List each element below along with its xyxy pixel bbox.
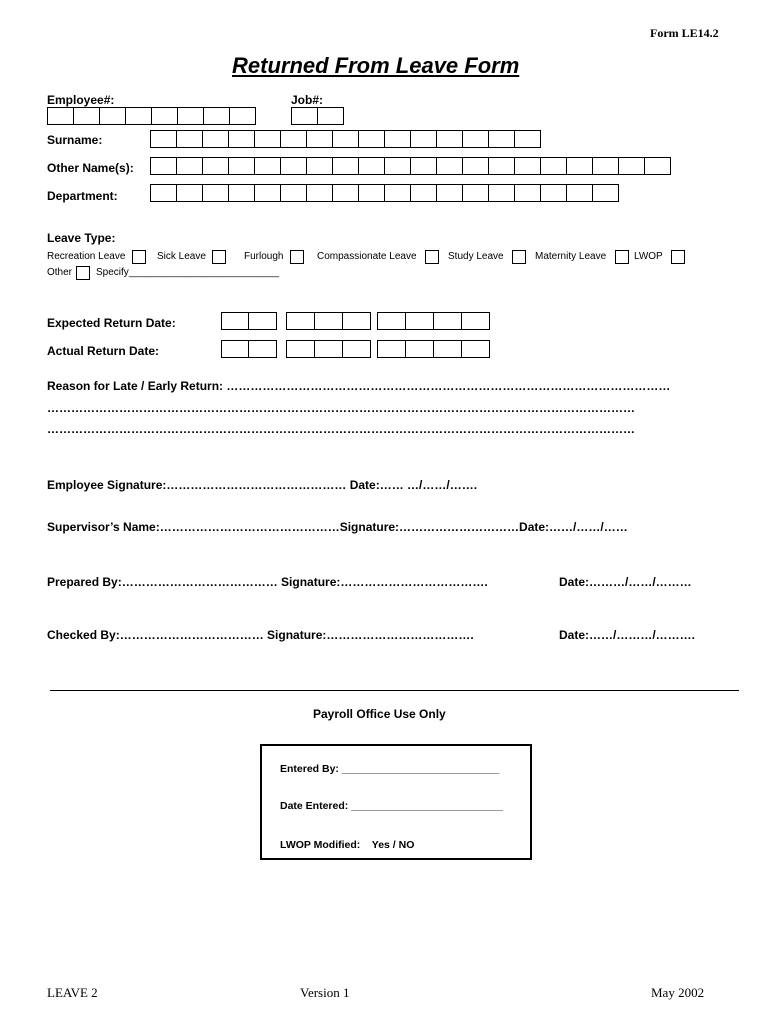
expected-day-boxes[interactable] — [221, 312, 277, 330]
actual-day-boxes[interactable] — [221, 340, 277, 358]
char-box[interactable] — [254, 157, 281, 175]
checkbox-furlough[interactable] — [290, 250, 304, 264]
char-box[interactable] — [436, 130, 463, 148]
char-box[interactable] — [332, 184, 359, 202]
char-box[interactable] — [280, 130, 307, 148]
footer-right: May 2002 — [651, 985, 705, 1000]
char-box[interactable] — [540, 157, 567, 175]
char-box[interactable] — [488, 157, 515, 175]
char-box[interactable] — [436, 157, 463, 175]
footer-center: Version 1 — [300, 985, 350, 1000]
char-box[interactable] — [644, 157, 671, 175]
entered-by-field[interactable]: Entered By: ___________________________ — [280, 763, 500, 775]
option-lwop: LWOP — [634, 251, 663, 262]
option-other: Other — [47, 267, 73, 278]
char-box[interactable] — [228, 157, 255, 175]
char-box[interactable] — [202, 157, 229, 175]
department-label: Department: — [47, 189, 118, 203]
char-box[interactable] — [384, 157, 411, 175]
char-box[interactable] — [384, 184, 411, 202]
char-box[interactable] — [306, 130, 333, 148]
other-names-boxes[interactable] — [150, 157, 671, 175]
checkbox-maternity-leave[interactable] — [615, 250, 629, 264]
char-box[interactable] — [514, 184, 541, 202]
supervisor-line[interactable]: Supervisor’s Name:………………………………………Signature:…………………………Date:……/……/…… — [47, 520, 628, 534]
char-box[interactable] — [306, 184, 333, 202]
char-box[interactable] — [150, 157, 177, 175]
char-box[interactable] — [410, 184, 437, 202]
char-box[interactable] — [176, 130, 203, 148]
prepared-by-line[interactable]: Prepared By:………………………………… Signature:………………………………. — [47, 575, 488, 589]
job-number-boxes[interactable] — [291, 107, 344, 125]
char-box[interactable] — [176, 157, 203, 175]
char-box[interactable] — [592, 184, 619, 202]
divider-line — [50, 690, 739, 691]
option-compassionate-leave: Compassionate Leave — [317, 251, 417, 262]
checkbox-sick-leave[interactable] — [212, 250, 226, 264]
payroll-heading: Payroll Office Use Only — [313, 707, 446, 721]
char-box[interactable] — [514, 157, 541, 175]
checked-date-line[interactable]: Date:……/………/………. — [559, 628, 696, 642]
actual-year-boxes[interactable] — [377, 340, 490, 358]
specify-field[interactable]: Specify___________________________ — [96, 267, 279, 278]
reason-line-3[interactable]: ………………………………………………………………………………………………………………………………… — [47, 422, 635, 436]
option-maternity-leave: Maternity Leave — [535, 251, 607, 262]
char-box[interactable] — [202, 184, 229, 202]
char-box[interactable] — [332, 130, 359, 148]
char-box[interactable] — [228, 184, 255, 202]
char-box[interactable] — [228, 130, 255, 148]
char-box[interactable] — [566, 157, 593, 175]
surname-label: Surname: — [47, 133, 103, 147]
char-box[interactable] — [358, 157, 385, 175]
department-boxes[interactable] — [150, 184, 619, 202]
char-box[interactable] — [488, 184, 515, 202]
checkbox-study-leave[interactable] — [512, 250, 526, 264]
checked-by-line[interactable]: Checked By:……………………………… Signature:………………………………. — [47, 628, 474, 642]
footer-left: LEAVE 2 — [47, 985, 98, 1000]
char-box[interactable] — [280, 157, 307, 175]
leave-type-label: Leave Type: — [47, 231, 116, 245]
char-box[interactable] — [540, 184, 567, 202]
option-sick-leave: Sick Leave — [157, 251, 206, 262]
char-box[interactable] — [462, 130, 489, 148]
prepared-date-line[interactable]: Date:………/……/……… — [559, 575, 692, 589]
checkbox-other[interactable] — [76, 266, 90, 280]
char-box[interactable] — [332, 157, 359, 175]
employee-label: Employee#: — [47, 93, 115, 107]
char-box[interactable] — [488, 130, 515, 148]
option-furlough: Furlough — [244, 251, 284, 262]
char-box[interactable] — [176, 184, 203, 202]
expected-month-boxes[interactable] — [286, 312, 371, 330]
form-code: Form LE14.2 — [650, 26, 719, 40]
reason-line-1[interactable]: Reason for Late / Early Return: ………………………………………………………………………………………………… — [47, 379, 671, 393]
char-box[interactable] — [358, 184, 385, 202]
char-box[interactable] — [566, 184, 593, 202]
char-box[interactable] — [358, 130, 385, 148]
page-title: Returned From Leave Form — [232, 53, 520, 78]
expected-return-label: Expected Return Date: — [47, 316, 176, 330]
surname-boxes[interactable] — [150, 130, 541, 148]
char-box[interactable] — [202, 130, 229, 148]
date-entered-field[interactable]: Date Entered: __________________________ — [280, 800, 504, 812]
char-box[interactable] — [618, 157, 645, 175]
employee-number-boxes[interactable] — [47, 107, 256, 125]
checkbox-lwop[interactable] — [671, 250, 685, 264]
actual-return-label: Actual Return Date: — [47, 344, 160, 358]
option-study-leave: Study Leave — [448, 251, 504, 262]
char-box[interactable] — [306, 157, 333, 175]
other-names-label: Other Name(s): — [47, 161, 134, 175]
payroll-box — [260, 744, 532, 860]
char-box[interactable] — [410, 130, 437, 148]
expected-year-boxes[interactable] — [377, 312, 490, 330]
lwop-modified-field[interactable]: LWOP Modified: Yes / NO — [280, 839, 415, 851]
char-box[interactable] — [254, 130, 281, 148]
char-box[interactable] — [150, 184, 177, 202]
checkbox-compassionate-leave[interactable] — [425, 250, 439, 264]
actual-month-boxes[interactable] — [286, 340, 371, 358]
checkbox-recreation-leave[interactable] — [132, 250, 146, 264]
char-box[interactable] — [384, 130, 411, 148]
option-recreation-leave: Recreation Leave — [47, 251, 126, 262]
char-box[interactable] — [462, 184, 489, 202]
char-box[interactable] — [280, 184, 307, 202]
char-box[interactable] — [410, 157, 437, 175]
char-box[interactable] — [592, 157, 619, 175]
char-box[interactable] — [150, 130, 177, 148]
char-box[interactable] — [462, 157, 489, 175]
char-box[interactable] — [514, 130, 541, 148]
char-box[interactable] — [254, 184, 281, 202]
job-label: Job#: — [291, 93, 324, 107]
char-box[interactable] — [436, 184, 463, 202]
reason-line-2[interactable]: ………………………………………………………………………………………………………………………………… — [47, 401, 635, 415]
employee-signature-line[interactable]: Employee Signature:……………………………………… Date:…… …/……/……. — [47, 478, 478, 492]
